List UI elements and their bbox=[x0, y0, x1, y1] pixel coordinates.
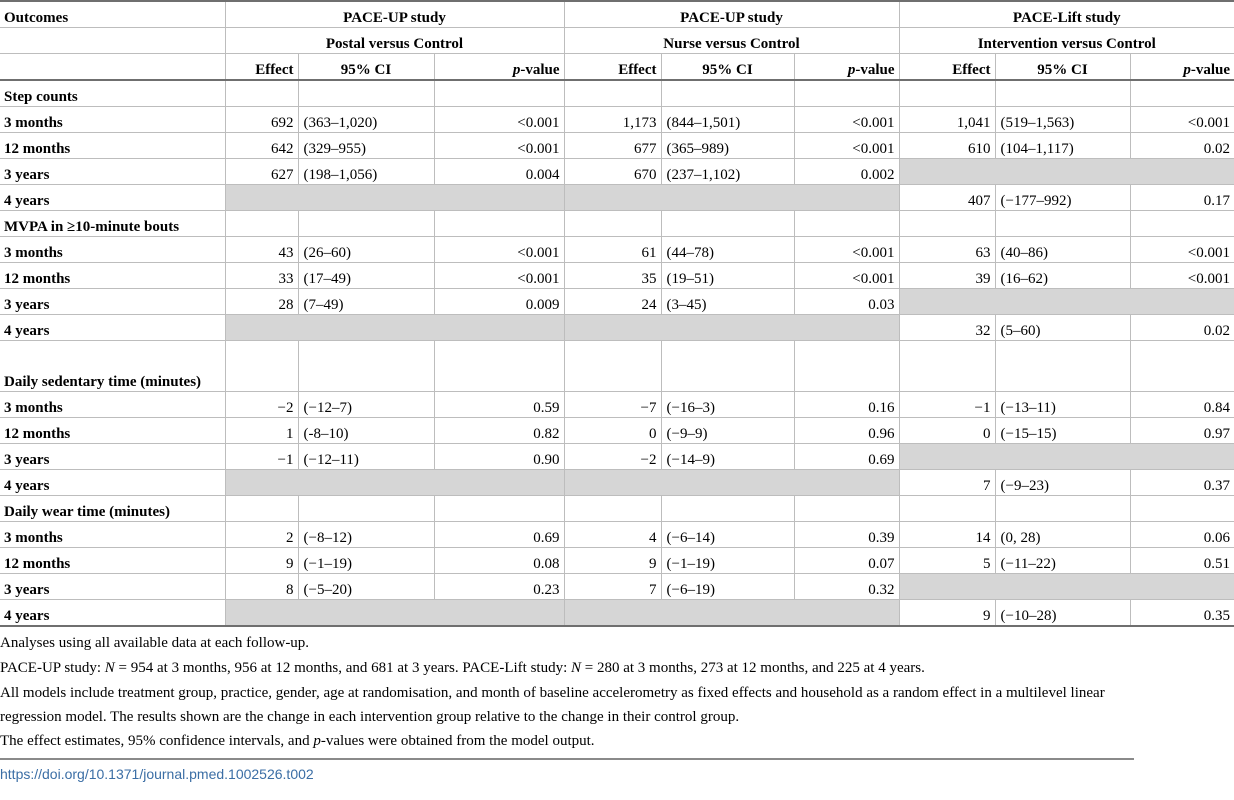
ci-value: (−15–15) bbox=[995, 418, 1130, 444]
effect-value: 4 bbox=[564, 522, 661, 548]
p-value: 0.35 bbox=[1130, 600, 1234, 627]
table-row bbox=[0, 107, 1234, 133]
effect-value: −1 bbox=[225, 444, 298, 470]
ci-value: (−16–3) bbox=[661, 392, 794, 418]
p-value: <0.001 bbox=[434, 133, 564, 159]
table-row bbox=[0, 263, 1234, 289]
table-row bbox=[0, 133, 1234, 159]
effect-value: 35 bbox=[564, 263, 661, 289]
row-label: 4 years bbox=[0, 600, 225, 627]
p-value: <0.001 bbox=[434, 237, 564, 263]
ci-header: 95% CI bbox=[298, 54, 434, 81]
p-value: 0.08 bbox=[434, 548, 564, 574]
effect-value: −2 bbox=[225, 392, 298, 418]
p-value: <0.001 bbox=[794, 133, 899, 159]
ci-value: (−1–19) bbox=[661, 548, 794, 574]
empty-cell bbox=[225, 211, 298, 237]
empty-cell bbox=[1130, 80, 1234, 107]
empty-header-cell bbox=[0, 28, 225, 54]
table-row bbox=[0, 600, 1234, 627]
not-applicable-cell bbox=[225, 315, 564, 341]
ci-value: (−12–11) bbox=[298, 444, 434, 470]
empty-cell bbox=[298, 80, 434, 107]
table-row bbox=[0, 548, 1234, 574]
effect-value: 670 bbox=[564, 159, 661, 185]
p-value: 0.02 bbox=[1130, 133, 1234, 159]
empty-cell bbox=[794, 496, 899, 522]
row-label: 4 years bbox=[0, 470, 225, 496]
row-label: 3 years bbox=[0, 289, 225, 315]
effect-value: 24 bbox=[564, 289, 661, 315]
ci-value: (0, 28) bbox=[995, 522, 1130, 548]
effect-value: 1,173 bbox=[564, 107, 661, 133]
p-value: 0.009 bbox=[434, 289, 564, 315]
empty-cell bbox=[564, 341, 661, 392]
outcomes-header: Outcomes bbox=[0, 1, 225, 28]
ci-value: (519–1,563) bbox=[995, 107, 1130, 133]
row-label: 3 months bbox=[0, 237, 225, 263]
p-value: 0.02 bbox=[1130, 315, 1234, 341]
p-value: <0.001 bbox=[794, 107, 899, 133]
empty-cell bbox=[298, 211, 434, 237]
table-row bbox=[0, 470, 1234, 496]
study-header-2: PACE-UP study bbox=[564, 1, 899, 28]
section-header-row bbox=[0, 211, 1234, 237]
p-value: 0.06 bbox=[1130, 522, 1234, 548]
effect-value: 0 bbox=[899, 418, 995, 444]
footnote: PACE-UP study: N = 954 at 3 months, 956 at 12 months, and 681 at 3 years. PACE-Lift study: N = 280 at 3 months, 273 at 12 months, and 225 at 4 years. bbox=[0, 660, 925, 676]
effect-header: Effect bbox=[899, 54, 995, 81]
effect-value: 39 bbox=[899, 263, 995, 289]
effect-value: 0 bbox=[564, 418, 661, 444]
p-value: 0.07 bbox=[794, 548, 899, 574]
p-value: 0.97 bbox=[1130, 418, 1234, 444]
empty-cell bbox=[298, 341, 434, 392]
empty-cell bbox=[298, 496, 434, 522]
ci-value: (−10–28) bbox=[995, 600, 1130, 627]
effect-value: 61 bbox=[564, 237, 661, 263]
p-value: 0.16 bbox=[794, 392, 899, 418]
p-value: <0.001 bbox=[1130, 107, 1234, 133]
comparison-header-3: Intervention versus Control bbox=[899, 28, 1234, 54]
effect-value: 677 bbox=[564, 133, 661, 159]
ci-value: (−9–23) bbox=[995, 470, 1130, 496]
p-value: 0.32 bbox=[794, 574, 899, 600]
empty-cell bbox=[1130, 496, 1234, 522]
study-header-3: PACE-Lift study bbox=[899, 1, 1234, 28]
ci-value: (−11–22) bbox=[995, 548, 1130, 574]
not-applicable-cell bbox=[225, 600, 564, 627]
p-value: <0.001 bbox=[1130, 237, 1234, 263]
p-value: 0.17 bbox=[1130, 185, 1234, 211]
effect-value: 627 bbox=[225, 159, 298, 185]
empty-cell bbox=[995, 496, 1130, 522]
effect-header: Effect bbox=[225, 54, 298, 81]
p-value: <0.001 bbox=[434, 263, 564, 289]
not-applicable-cell bbox=[899, 289, 1234, 315]
empty-cell bbox=[794, 211, 899, 237]
not-applicable-cell bbox=[899, 574, 1234, 600]
table-row bbox=[0, 237, 1234, 263]
table-header bbox=[0, 1, 1234, 80]
ci-value: (−14–9) bbox=[661, 444, 794, 470]
empty-cell bbox=[661, 80, 794, 107]
effect-value: 1,041 bbox=[899, 107, 995, 133]
row-label: 12 months bbox=[0, 263, 225, 289]
row-label: 3 years bbox=[0, 574, 225, 600]
effect-value: 1 bbox=[225, 418, 298, 444]
section-header-row bbox=[0, 80, 1234, 107]
p-value: <0.001 bbox=[794, 237, 899, 263]
p-value: 0.39 bbox=[794, 522, 899, 548]
ci-value: (19–51) bbox=[661, 263, 794, 289]
table-row bbox=[0, 444, 1234, 470]
effect-header: Effect bbox=[564, 54, 661, 81]
p-value: 0.82 bbox=[434, 418, 564, 444]
effect-value: 692 bbox=[225, 107, 298, 133]
ci-value: (237–1,102) bbox=[661, 159, 794, 185]
section-header-row bbox=[0, 496, 1234, 522]
row-label: 3 months bbox=[0, 392, 225, 418]
p-value: 0.03 bbox=[794, 289, 899, 315]
empty-cell bbox=[225, 341, 298, 392]
not-applicable-cell bbox=[564, 470, 899, 496]
p-value: 0.90 bbox=[434, 444, 564, 470]
ci-value: (−9–9) bbox=[661, 418, 794, 444]
effect-value: 2 bbox=[225, 522, 298, 548]
ci-value: (329–955) bbox=[298, 133, 434, 159]
empty-cell bbox=[899, 80, 995, 107]
section-header-row bbox=[0, 341, 1234, 392]
ci-header: 95% CI bbox=[995, 54, 1130, 81]
section-title: Daily sedentary time (minutes) bbox=[0, 341, 225, 392]
effect-value: −1 bbox=[899, 392, 995, 418]
effect-value: 28 bbox=[225, 289, 298, 315]
ci-value: (363–1,020) bbox=[298, 107, 434, 133]
footnote: All models include treatment group, practice, gender, age at randomisation, and month of baseline accelerometry as fixed effects and household as a random effect in a multilevel linear regression model. The results shown are the change in each intervention group relative to the change in their control group. bbox=[0, 685, 1105, 725]
effect-value: 63 bbox=[899, 237, 995, 263]
p-value: 0.002 bbox=[794, 159, 899, 185]
not-applicable-cell bbox=[564, 600, 899, 627]
empty-cell bbox=[995, 80, 1130, 107]
ci-value: (16–62) bbox=[995, 263, 1130, 289]
effect-value: 33 bbox=[225, 263, 298, 289]
comparison-header-1: Postal versus Control bbox=[225, 28, 564, 54]
empty-cell bbox=[661, 211, 794, 237]
effect-value: 8 bbox=[225, 574, 298, 600]
effect-value: 32 bbox=[899, 315, 995, 341]
effect-value: −2 bbox=[564, 444, 661, 470]
p-value: <0.001 bbox=[434, 107, 564, 133]
ci-value: (−13–11) bbox=[995, 392, 1130, 418]
p-value: 0.004 bbox=[434, 159, 564, 185]
p-value: 0.69 bbox=[794, 444, 899, 470]
effect-value: 14 bbox=[899, 522, 995, 548]
not-applicable-cell bbox=[899, 444, 1234, 470]
empty-cell bbox=[995, 211, 1130, 237]
p-value: 0.84 bbox=[1130, 392, 1234, 418]
effect-value: 9 bbox=[899, 600, 995, 627]
table-footnotes bbox=[0, 627, 1134, 754]
section-title: Daily wear time (minutes) bbox=[0, 496, 225, 522]
not-applicable-cell bbox=[899, 159, 1234, 185]
row-label: 3 years bbox=[0, 444, 225, 470]
empty-cell bbox=[225, 496, 298, 522]
empty-header-cell bbox=[0, 54, 225, 81]
ci-value: (5–60) bbox=[995, 315, 1130, 341]
ci-value: (−8–12) bbox=[298, 522, 434, 548]
footnote: The effect estimates, 95% confidence intervals, and p-values were obtained from the model output. bbox=[0, 733, 595, 749]
ci-value: (−12–7) bbox=[298, 392, 434, 418]
not-applicable-cell bbox=[564, 315, 899, 341]
empty-cell bbox=[225, 80, 298, 107]
empty-cell bbox=[564, 211, 661, 237]
footnote: Analyses using all available data at each follow-up. bbox=[0, 635, 310, 651]
empty-cell bbox=[661, 496, 794, 522]
effect-value: 407 bbox=[899, 185, 995, 211]
p-value: 0.51 bbox=[1130, 548, 1234, 574]
empty-cell bbox=[1130, 211, 1234, 237]
effect-value: 7 bbox=[564, 574, 661, 600]
ci-value: (844–1,501) bbox=[661, 107, 794, 133]
table-row bbox=[0, 185, 1234, 211]
ci-value: (44–78) bbox=[661, 237, 794, 263]
empty-cell bbox=[661, 341, 794, 392]
row-label: 4 years bbox=[0, 315, 225, 341]
table-row bbox=[0, 574, 1234, 600]
ci-value: (−5–20) bbox=[298, 574, 434, 600]
empty-cell bbox=[434, 341, 564, 392]
effect-value: 7 bbox=[899, 470, 995, 496]
p-value: 0.23 bbox=[434, 574, 564, 600]
p-value: <0.001 bbox=[794, 263, 899, 289]
ci-value: (198–1,056) bbox=[298, 159, 434, 185]
table-body bbox=[0, 80, 1234, 626]
ci-value: (−6–19) bbox=[661, 574, 794, 600]
p-value-header: p-value bbox=[434, 54, 564, 81]
table-row bbox=[0, 315, 1234, 341]
ci-value: (26–60) bbox=[298, 237, 434, 263]
empty-cell bbox=[995, 341, 1130, 392]
row-label: 4 years bbox=[0, 185, 225, 211]
p-value: 0.59 bbox=[434, 392, 564, 418]
effect-value: −7 bbox=[564, 392, 661, 418]
empty-cell bbox=[794, 341, 899, 392]
p-value: <0.001 bbox=[1130, 263, 1234, 289]
row-label: 3 months bbox=[0, 107, 225, 133]
ci-value: (−1–19) bbox=[298, 548, 434, 574]
ci-value: (3–45) bbox=[661, 289, 794, 315]
p-value: 0.37 bbox=[1130, 470, 1234, 496]
table-row bbox=[0, 522, 1234, 548]
ci-value: (365–989) bbox=[661, 133, 794, 159]
not-applicable-cell bbox=[225, 185, 564, 211]
p-value: 0.69 bbox=[434, 522, 564, 548]
row-label: 12 months bbox=[0, 418, 225, 444]
empty-cell bbox=[564, 496, 661, 522]
p-value: 0.96 bbox=[794, 418, 899, 444]
p-value-header: p-value bbox=[1130, 54, 1234, 81]
empty-cell bbox=[899, 341, 995, 392]
comparison-header-2: Nurse versus Control bbox=[564, 28, 899, 54]
table-row bbox=[0, 392, 1234, 418]
empty-cell bbox=[434, 211, 564, 237]
ci-value: (−177–992) bbox=[995, 185, 1130, 211]
ci-value: (−6–14) bbox=[661, 522, 794, 548]
doi-link[interactable]: https://doi.org/10.1371/journal.pmed.1002526.t002 bbox=[0, 766, 314, 782]
table-row bbox=[0, 418, 1234, 444]
effect-value: 5 bbox=[899, 548, 995, 574]
effect-value: 9 bbox=[564, 548, 661, 574]
empty-cell bbox=[434, 496, 564, 522]
p-value-header: p-value bbox=[794, 54, 899, 81]
ci-value: (40–86) bbox=[995, 237, 1130, 263]
effect-value: 610 bbox=[899, 133, 995, 159]
empty-cell bbox=[1130, 341, 1234, 392]
ci-value: (104–1,117) bbox=[995, 133, 1130, 159]
empty-cell bbox=[899, 496, 995, 522]
section-title: MVPA in ≥10-minute bouts bbox=[0, 211, 225, 237]
not-applicable-cell bbox=[225, 470, 564, 496]
empty-cell bbox=[434, 80, 564, 107]
effect-value: 43 bbox=[225, 237, 298, 263]
row-label: 12 months bbox=[0, 133, 225, 159]
row-label: 3 years bbox=[0, 159, 225, 185]
row-label: 12 months bbox=[0, 548, 225, 574]
ci-header: 95% CI bbox=[661, 54, 794, 81]
empty-cell bbox=[899, 211, 995, 237]
table-row bbox=[0, 289, 1234, 315]
effect-value: 9 bbox=[225, 548, 298, 574]
study-header-1: PACE-UP study bbox=[225, 1, 564, 28]
ci-value: (17–49) bbox=[298, 263, 434, 289]
ci-value: (7–49) bbox=[298, 289, 434, 315]
ci-value: (-8–10) bbox=[298, 418, 434, 444]
not-applicable-cell bbox=[564, 185, 899, 211]
row-label: 3 months bbox=[0, 522, 225, 548]
section-title: Step counts bbox=[0, 80, 225, 107]
empty-cell bbox=[794, 80, 899, 107]
table-row bbox=[0, 159, 1234, 185]
empty-cell bbox=[564, 80, 661, 107]
effect-value: 642 bbox=[225, 133, 298, 159]
